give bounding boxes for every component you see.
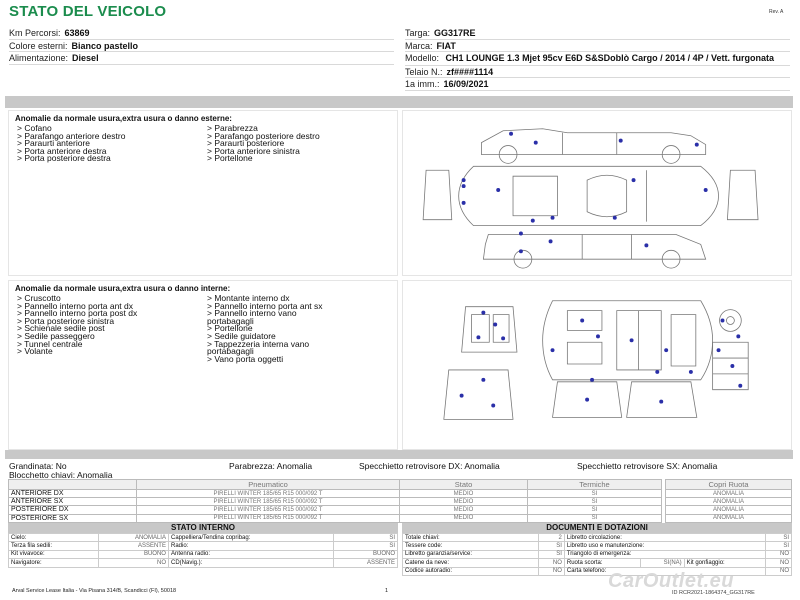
summary-mirror-right: Specchietto retrovisore DX: Anomalia: [359, 461, 500, 471]
kv-value: NO: [765, 550, 791, 558]
damage-item: > Sedile passeggero: [17, 330, 95, 341]
damage-marker: [630, 338, 634, 342]
damage-marker: [519, 232, 523, 236]
summary-block: [9, 462, 799, 480]
tyre-state: MEDIO: [400, 498, 528, 506]
damage-item: > Pannello interno porta ant sx: [207, 300, 323, 311]
damage-item: portabagagli: [207, 315, 254, 326]
table-header-row: [9, 480, 662, 490]
page-title: STATO DEL VEICOLO: [9, 3, 167, 20]
info-value: 16/09/2021: [443, 79, 489, 89]
table-row: [9, 550, 398, 558]
table-header: [9, 480, 137, 490]
kv-label: Codice autoradio:: [403, 567, 539, 575]
kv-value: BUONO: [333, 550, 397, 558]
info-row-color: [9, 40, 394, 53]
tyre-position: ANTERIORE DX: [9, 490, 137, 498]
kv-value: SI: [333, 542, 397, 550]
tyre-winter: SI: [528, 498, 662, 506]
damage-marker: [534, 141, 538, 145]
kv-value: NO: [538, 567, 564, 575]
damage-marker: [531, 219, 535, 223]
hubcap-state: ANOMALIA: [666, 514, 792, 522]
kv-value: SI: [538, 542, 564, 550]
table-row: [9, 514, 662, 522]
kv-label: Antenna radio:: [168, 550, 333, 558]
kv-label: Kit gonfiaggio:: [684, 559, 765, 567]
table-row: [9, 559, 398, 567]
info-label: Marca:: [405, 40, 433, 51]
table-row: [403, 534, 792, 542]
damage-item: > Parafango anteriore destro: [17, 130, 126, 141]
vehicle-info-right: [405, 27, 790, 91]
table-row: [9, 498, 662, 506]
summary-hail: Grandinata: No: [9, 461, 67, 471]
kv-value: SI: [538, 550, 564, 558]
damage-item: > Portellone: [207, 153, 253, 164]
damage-marker: [717, 348, 721, 352]
exterior-car-diagram: [402, 110, 792, 276]
damage-item: > Tunnel centrale: [17, 338, 83, 349]
damage-item: > Porta anteriore destra: [17, 145, 107, 156]
damage-item: > Porta posteriore destra: [17, 153, 111, 164]
hubcap-state: ANOMALIA: [666, 498, 792, 506]
damage-item: > Pannello interno porta ant dx: [17, 300, 134, 311]
info-row-model: [405, 52, 790, 66]
damage-marker: [462, 201, 466, 205]
summary-key-block: Blocchetto chiavi: Anomalia: [9, 470, 113, 480]
damage-marker: [644, 243, 648, 247]
damage-item: > Porta anteriore sinistra: [207, 145, 300, 156]
damage-marker: [551, 216, 555, 220]
damage-marker: [721, 319, 725, 323]
damage-item: > Vano porta oggetti: [207, 353, 284, 364]
interior-car-diagram: [402, 280, 792, 450]
info-value: FIAT: [436, 40, 456, 51]
table-row: [403, 550, 792, 558]
kv-label: Cielo:: [9, 534, 99, 542]
interior-car-svg: [403, 281, 791, 449]
internal-state-header: STATO INTERNO: [8, 523, 398, 533]
info-label: Colore esterni:: [9, 40, 68, 51]
damage-item: > Pannello interno porta post dx: [17, 308, 138, 319]
damage-marker: [493, 323, 497, 327]
info-row-chassis: [405, 66, 790, 79]
revision-label: Rev. A: [769, 9, 784, 15]
table-row: [9, 542, 398, 550]
kv-value: ANOMALIA: [98, 534, 168, 542]
damage-marker: [460, 394, 464, 398]
vehicle-info-left: [9, 27, 394, 65]
damage-marker: [551, 348, 555, 352]
info-row-registration: [405, 78, 790, 91]
damage-marker: [613, 216, 617, 220]
page-number: 1: [385, 588, 389, 594]
info-value: Diesel: [72, 53, 99, 63]
info-row-fuel: [9, 52, 394, 65]
kv-value: NO: [765, 567, 791, 575]
info-label: Modello:: [405, 53, 440, 63]
document-reference: ID RCR2021-1864374_GG317RE: [672, 590, 755, 596]
documents-header: DOCUMENTI E DOTAZIONI: [402, 523, 792, 533]
kv-value: 2: [538, 534, 564, 542]
damage-item: > Parafango posteriore destro: [207, 130, 320, 141]
tyre-model: PIRELLI WINTER 185/65 R15 000/092 T: [137, 490, 400, 498]
damage-item: > Volante: [17, 346, 53, 357]
kv-value: SI(NA): [641, 559, 684, 567]
internal-damage-col1: [17, 295, 207, 363]
table-row: [403, 542, 792, 550]
tyre-position: POSTERIORE DX: [9, 506, 137, 514]
table-header: Termiche: [528, 480, 662, 490]
kv-label: CD(Navig.):: [168, 559, 333, 567]
damage-marker: [481, 311, 485, 315]
exterior-car-svg: [403, 111, 791, 275]
damage-item: > Sedile guidatore: [207, 330, 276, 341]
damage-marker: [549, 239, 553, 243]
damage-marker: [496, 188, 500, 192]
internal-damage-panel: [8, 280, 398, 450]
section-divider: [5, 96, 793, 108]
kv-label: Cappelliera/Tendina copribag:: [168, 534, 333, 542]
tyre-state: MEDIO: [400, 490, 528, 498]
external-damage-panel: [8, 110, 398, 276]
info-row-km: [9, 27, 394, 40]
kv-label: Carta telefono:: [564, 567, 765, 575]
kv-label: Libretto circolazione:: [564, 534, 765, 542]
kv-label: Ruota scorta:: [564, 559, 641, 567]
damage-marker: [655, 370, 659, 374]
kv-value: SI: [765, 534, 791, 542]
tyre-model: PIRELLI WINTER 185/65 R15 000/092 T: [137, 498, 400, 506]
damage-marker: [619, 139, 623, 143]
table-header: Copri Ruota: [666, 480, 792, 490]
table-header: Stato: [400, 480, 528, 490]
damage-marker: [462, 184, 466, 188]
info-value: Bianco pastello: [71, 40, 139, 51]
damage-item: > Montante interno dx: [207, 293, 290, 303]
section-divider: [5, 450, 793, 459]
kv-label: Totale chiavi:: [403, 534, 539, 542]
external-damage-col1: [17, 125, 207, 163]
tyre-position: POSTERIORE SX: [9, 514, 137, 522]
damage-item: > Schienale sedile post: [17, 323, 105, 334]
kv-label: Libretto uso e manutenzione:: [564, 542, 765, 550]
kv-label: Tessere code:: [403, 542, 539, 550]
damage-marker: [730, 364, 734, 368]
footer-address: Arval Service Lease Italia - Via Pisana 314/B, Scandicci (FI), 50018: [12, 588, 177, 594]
tyre-state: MEDIO: [400, 506, 528, 514]
kv-label: Kit vivavoce:: [9, 550, 99, 558]
damage-marker: [501, 336, 505, 340]
hubcap-state: ANOMALIA: [666, 506, 792, 514]
summary-windshield: Parabrezza: Anomalia: [229, 461, 313, 471]
info-value: CH1 LOUNGE 1.3 Mjet 95cv E6D S&SDoblò Cargo / 2014 / 4P / Vett. furgonata: [445, 53, 774, 63]
damage-marker: [580, 319, 584, 323]
damage-item: > Parabrezza: [207, 123, 258, 133]
damage-marker: [509, 132, 513, 136]
table-header: Pneumatico: [137, 480, 400, 490]
damage-marker: [491, 404, 495, 408]
tyre-position: ANTERIORE SX: [9, 498, 137, 506]
damage-marker: [664, 348, 668, 352]
hubcaps-table: [665, 479, 792, 523]
internal-damage-title: Anomalie da normale usura,extra usura o danno interne:: [15, 284, 231, 293]
tyres-table: [8, 479, 662, 523]
kv-value: SI: [333, 534, 397, 542]
external-damage-col2: [207, 125, 397, 163]
summary-mirror-left: Specchietto retrovisore SX: Anomalia: [577, 461, 718, 471]
damage-item: > Paraurti anteriore: [17, 138, 90, 149]
table-row: [9, 490, 662, 498]
damage-marker: [738, 384, 742, 388]
damage-item: > Porta posteriore sinistra: [17, 315, 115, 326]
kv-value: ASSENTE: [98, 542, 168, 550]
damage-marker: [596, 334, 600, 338]
damage-marker: [659, 400, 663, 404]
kv-value: NO: [765, 559, 791, 567]
damage-item: > Paraurti posteriore: [207, 138, 285, 149]
kv-label: Catene da neve:: [403, 559, 539, 567]
kv-value: BUONO: [98, 550, 168, 558]
hubcap-state: ANOMALIA: [666, 490, 792, 498]
table-row: [9, 506, 662, 514]
tyre-winter: SI: [528, 506, 662, 514]
info-label: 1a imm.:: [405, 79, 440, 89]
internal-state-table: [8, 533, 398, 568]
damage-item: > Cofano: [17, 123, 52, 133]
kv-label: Libretto garanzia/service:: [403, 550, 539, 558]
damage-item: > Tappezzeria interna vano: [207, 338, 310, 349]
damage-marker: [590, 378, 594, 382]
damage-marker: [736, 334, 740, 338]
info-row-plate: [405, 27, 790, 40]
info-value: GG317RE: [434, 28, 476, 38]
kv-label: Radio:: [168, 542, 333, 550]
tyre-state: MEDIO: [400, 514, 528, 522]
damage-item: > Pannello interno vano: [207, 308, 297, 319]
external-damage-title: Anomalie da normale usura,extra usura o danno esterne:: [15, 114, 232, 123]
table-row: [403, 559, 792, 567]
damage-marker: [689, 370, 693, 374]
info-label: Targa:: [405, 28, 431, 38]
damage-marker: [632, 178, 636, 182]
info-label: Telaio N.:: [405, 66, 443, 77]
kv-label: Navigatore:: [9, 559, 99, 567]
kv-value: NO: [98, 559, 168, 567]
damage-marker: [476, 335, 480, 339]
damage-marker: [585, 398, 589, 402]
info-label: Alimentazione:: [9, 53, 69, 63]
damage-marker: [481, 378, 485, 382]
watermark-logo: CarOutlet.eu: [608, 570, 735, 592]
kv-value: NO: [538, 559, 564, 567]
internal-damage-col2: [207, 295, 397, 363]
kv-value: ASSENTE: [333, 559, 397, 567]
damage-marker: [462, 178, 466, 182]
tyre-model: PIRELLI WINTER 185/65 R15 000/092 T: [137, 514, 400, 522]
tyre-winter: SI: [528, 514, 662, 522]
damage-marker: [519, 249, 523, 253]
damage-item: > Cruscotto: [17, 293, 61, 303]
tyre-model: PIRELLI WINTER 185/65 R15 000/092 T: [137, 506, 400, 514]
kv-label: Triangolo di emergenza:: [564, 550, 765, 558]
damage-marker: [695, 143, 699, 147]
info-label: Km Percorsi:: [9, 28, 61, 38]
table-row: [9, 534, 398, 542]
kv-value: SI: [765, 542, 791, 550]
damage-marker: [704, 188, 708, 192]
info-value: 63869: [64, 28, 90, 38]
info-value: zf####1114: [446, 66, 494, 77]
info-row-make: [405, 40, 790, 53]
damage-item: > Portellone: [207, 323, 253, 334]
kv-label: Terza fila sedili:: [9, 542, 99, 550]
damage-item: portabagagli: [207, 346, 254, 357]
tyre-winter: SI: [528, 490, 662, 498]
